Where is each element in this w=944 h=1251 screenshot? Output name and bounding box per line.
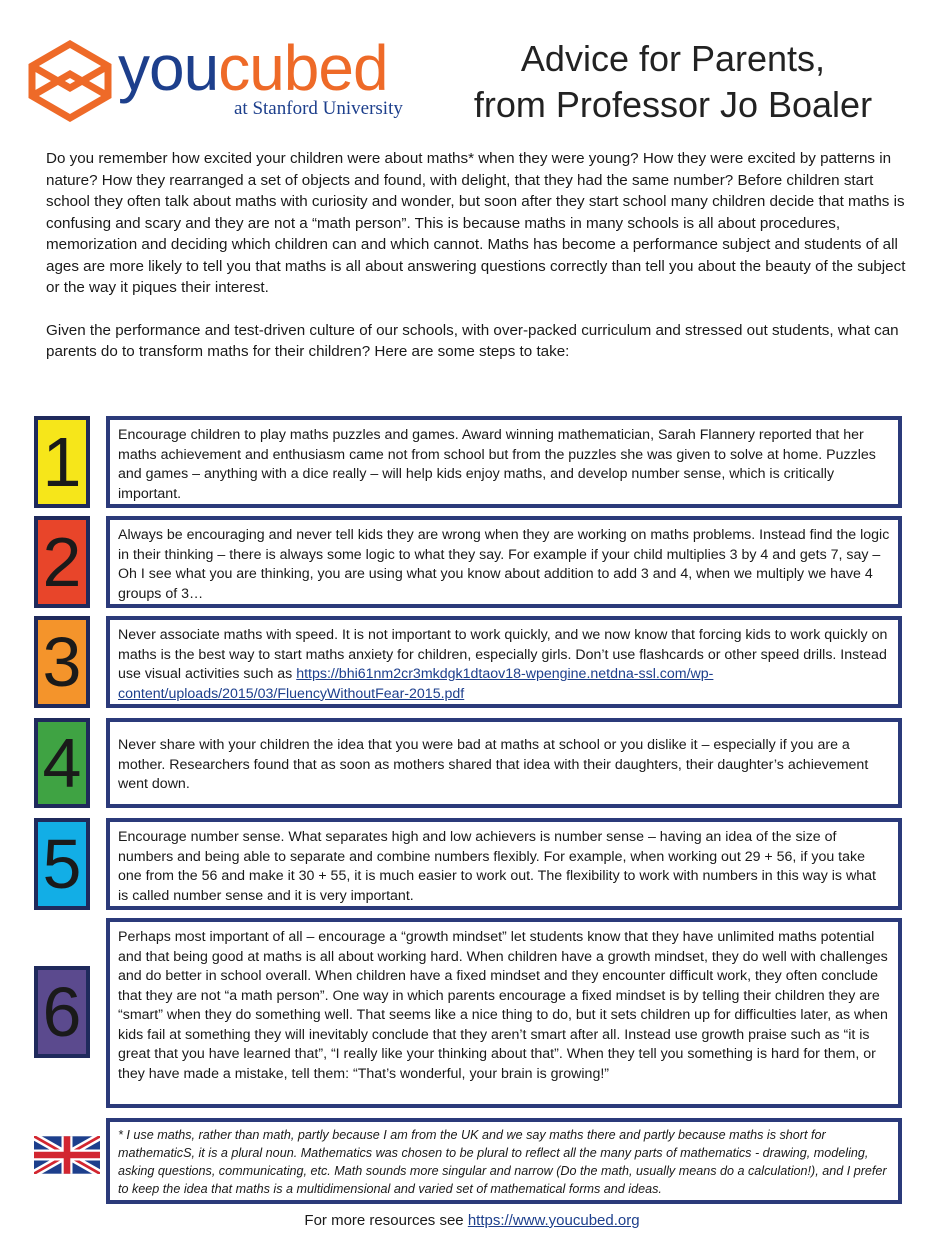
youcubed-link[interactable]: https://www.youcubed.org xyxy=(467,1212,640,1229)
title-line-1: Advice for Parents, xyxy=(520,38,826,79)
tip-text-box xyxy=(106,616,902,708)
footnote-text: * I use maths, rather than math, partly because I am from the UK and we say maths there and partly because maths is short for mathematicS, it is a plural noun. Mathematics was chosen to be plural to reflect all the many parts of mathematics - drawing, modeling, asking questions, communicating, etc. Math sounds more singular and narrow (Do the math, usually means do a calculation!), and I prefer to keep the idea that maths is a multidimensional and varied set of mathematical forms and ideas. xyxy=(118,1128,887,1196)
tip-number: 3 xyxy=(42,623,82,701)
tip-text: Always be encouraging and never tell kids they are wrong when they are working on maths problems. Instead find the logic in their thinking – there is always some logic to what they say. For example if your child multiplies 3 by 4 and gets 7, say – Oh I see what you are thinking, you are using what you know about addition to add 3 and 4, when we multiply we have 4 groups of 3… xyxy=(118,527,890,602)
footer xyxy=(0,1212,944,1229)
tip-number: 2 xyxy=(42,523,82,601)
tip-number: 6 xyxy=(42,973,82,1051)
tip-text-box xyxy=(106,918,902,1108)
tip-number: 5 xyxy=(42,825,82,903)
intro-section xyxy=(46,148,908,384)
tip-text: Perhaps most important of all – encourage a “growth mindset” let students know that they have unlimited maths potential and that being good at maths is all about working hard. When children have a growth mindset, they do well with challenges and do better in school overall. When children have a fixed mindset and they encounter difficult work, they often conclude that they are not “a math person”. One way in which parents encourage a fixed mindset is by telling their children they are “smart” when they do something well. That seems like a nice thing to do, but it sets children up for difficulties later, as when kids fail at something they will inevitably conclude that they aren’t smart after all. Instead use growth praise such as “it is great that you have learned that”, “I really like your thinking about that”. When they tell you something is hard for them, or they have made a mistake, tell them: “That’s wonderful, your brain is growing!” xyxy=(118,929,888,1082)
tip-text-box xyxy=(106,516,902,608)
uk-flag-icon xyxy=(34,1136,100,1174)
brand-subtitle: at Stanford University xyxy=(234,98,403,119)
tip-number-badge xyxy=(34,718,90,808)
tip-number: 1 xyxy=(42,423,82,501)
tip-text-box xyxy=(106,416,902,508)
tip-text: Encourage number sense. What separates high and low achievers is number sense – having an idea of the size of numbers and being able to separate and combine numbers flexibly. For example, when working out 29 + 56, if you take one from the 56 and make it 30 + 55, it is much easier to work out. The flexibility to work with numbers in this way is what is called number sense and it is very important. xyxy=(118,829,876,904)
tip-number-badge xyxy=(34,966,90,1058)
fluency-without-fear-link[interactable]: https://bhi61nm2cr3mkdgk1dtaov18-wpengine.netdna-ssl.com/wp-content/uploads/2015/03/FluencyWithoutFear-2015.pdf xyxy=(118,666,714,702)
intro-paragraph-1: Do you remember how excited your children were about maths* when they were young? How they were excited by patterns in nature? How they rearranged a set of objects and found, with delight, that they had the same number? Before children start school they often talk about maths with curiosity and wonder, but soon after they start school many children decide that maths is confusing and scary and they are not a “math person”. This is because maths in many schools is all about procedures, memorization and deciding which children can and which cannot. Maths has become a performance subject and students of all ages are more likely to tell you that maths is all about answering questions correctly than tell you about the beauty of the subject or the way it piques their interest. xyxy=(46,150,906,296)
brand-wordmark: youcubed xyxy=(118,32,388,104)
tip-text: Encourage children to play maths puzzles and games. Award winning mathematician, Sarah Flannery reported that her maths achievement and enthusiasm came not from school but from the puzzles she was given to solve at home. Puzzles and games – anything with a dice really – will help kids enjoy maths, and develop number sense, which is critically important. xyxy=(118,427,876,502)
footer-text: For more resources see xyxy=(304,1212,468,1229)
page-title xyxy=(438,36,908,128)
tip-text: Never share with your children the idea that you were bad at maths at school or you dislike it – especially if you are a mother. Researchers found that as soon as mothers shared that idea with their daughters, their daughter’s achievement went down. xyxy=(118,737,869,792)
tip-number-badge xyxy=(34,516,90,608)
tip-number-badge xyxy=(34,616,90,708)
tip-number: 4 xyxy=(42,724,82,802)
tip-number-badge xyxy=(34,416,90,508)
title-line-2: from Professor Jo Boaler xyxy=(473,84,873,125)
intro-paragraph-2: Given the performance and test-driven culture of our schools, with over-packed curriculum and stressed out students, what can parents do to transform maths for their children? Here are some steps to take: xyxy=(46,321,899,360)
tip-text-box xyxy=(106,718,902,808)
tip-number-badge xyxy=(34,818,90,910)
tip-text: Never associate maths with speed. It is not important to work quickly, and we now know that forcing kids to work quickly on maths is the best way to start maths anxiety for children, especially girls. Don’t use flashcards or other speed drills. Instead use visual activities such as xyxy=(118,627,888,682)
cube-logo-icon xyxy=(28,40,112,122)
tip-text-box xyxy=(106,818,902,910)
footnote-box xyxy=(106,1118,902,1204)
youcubed-logo xyxy=(28,32,438,126)
